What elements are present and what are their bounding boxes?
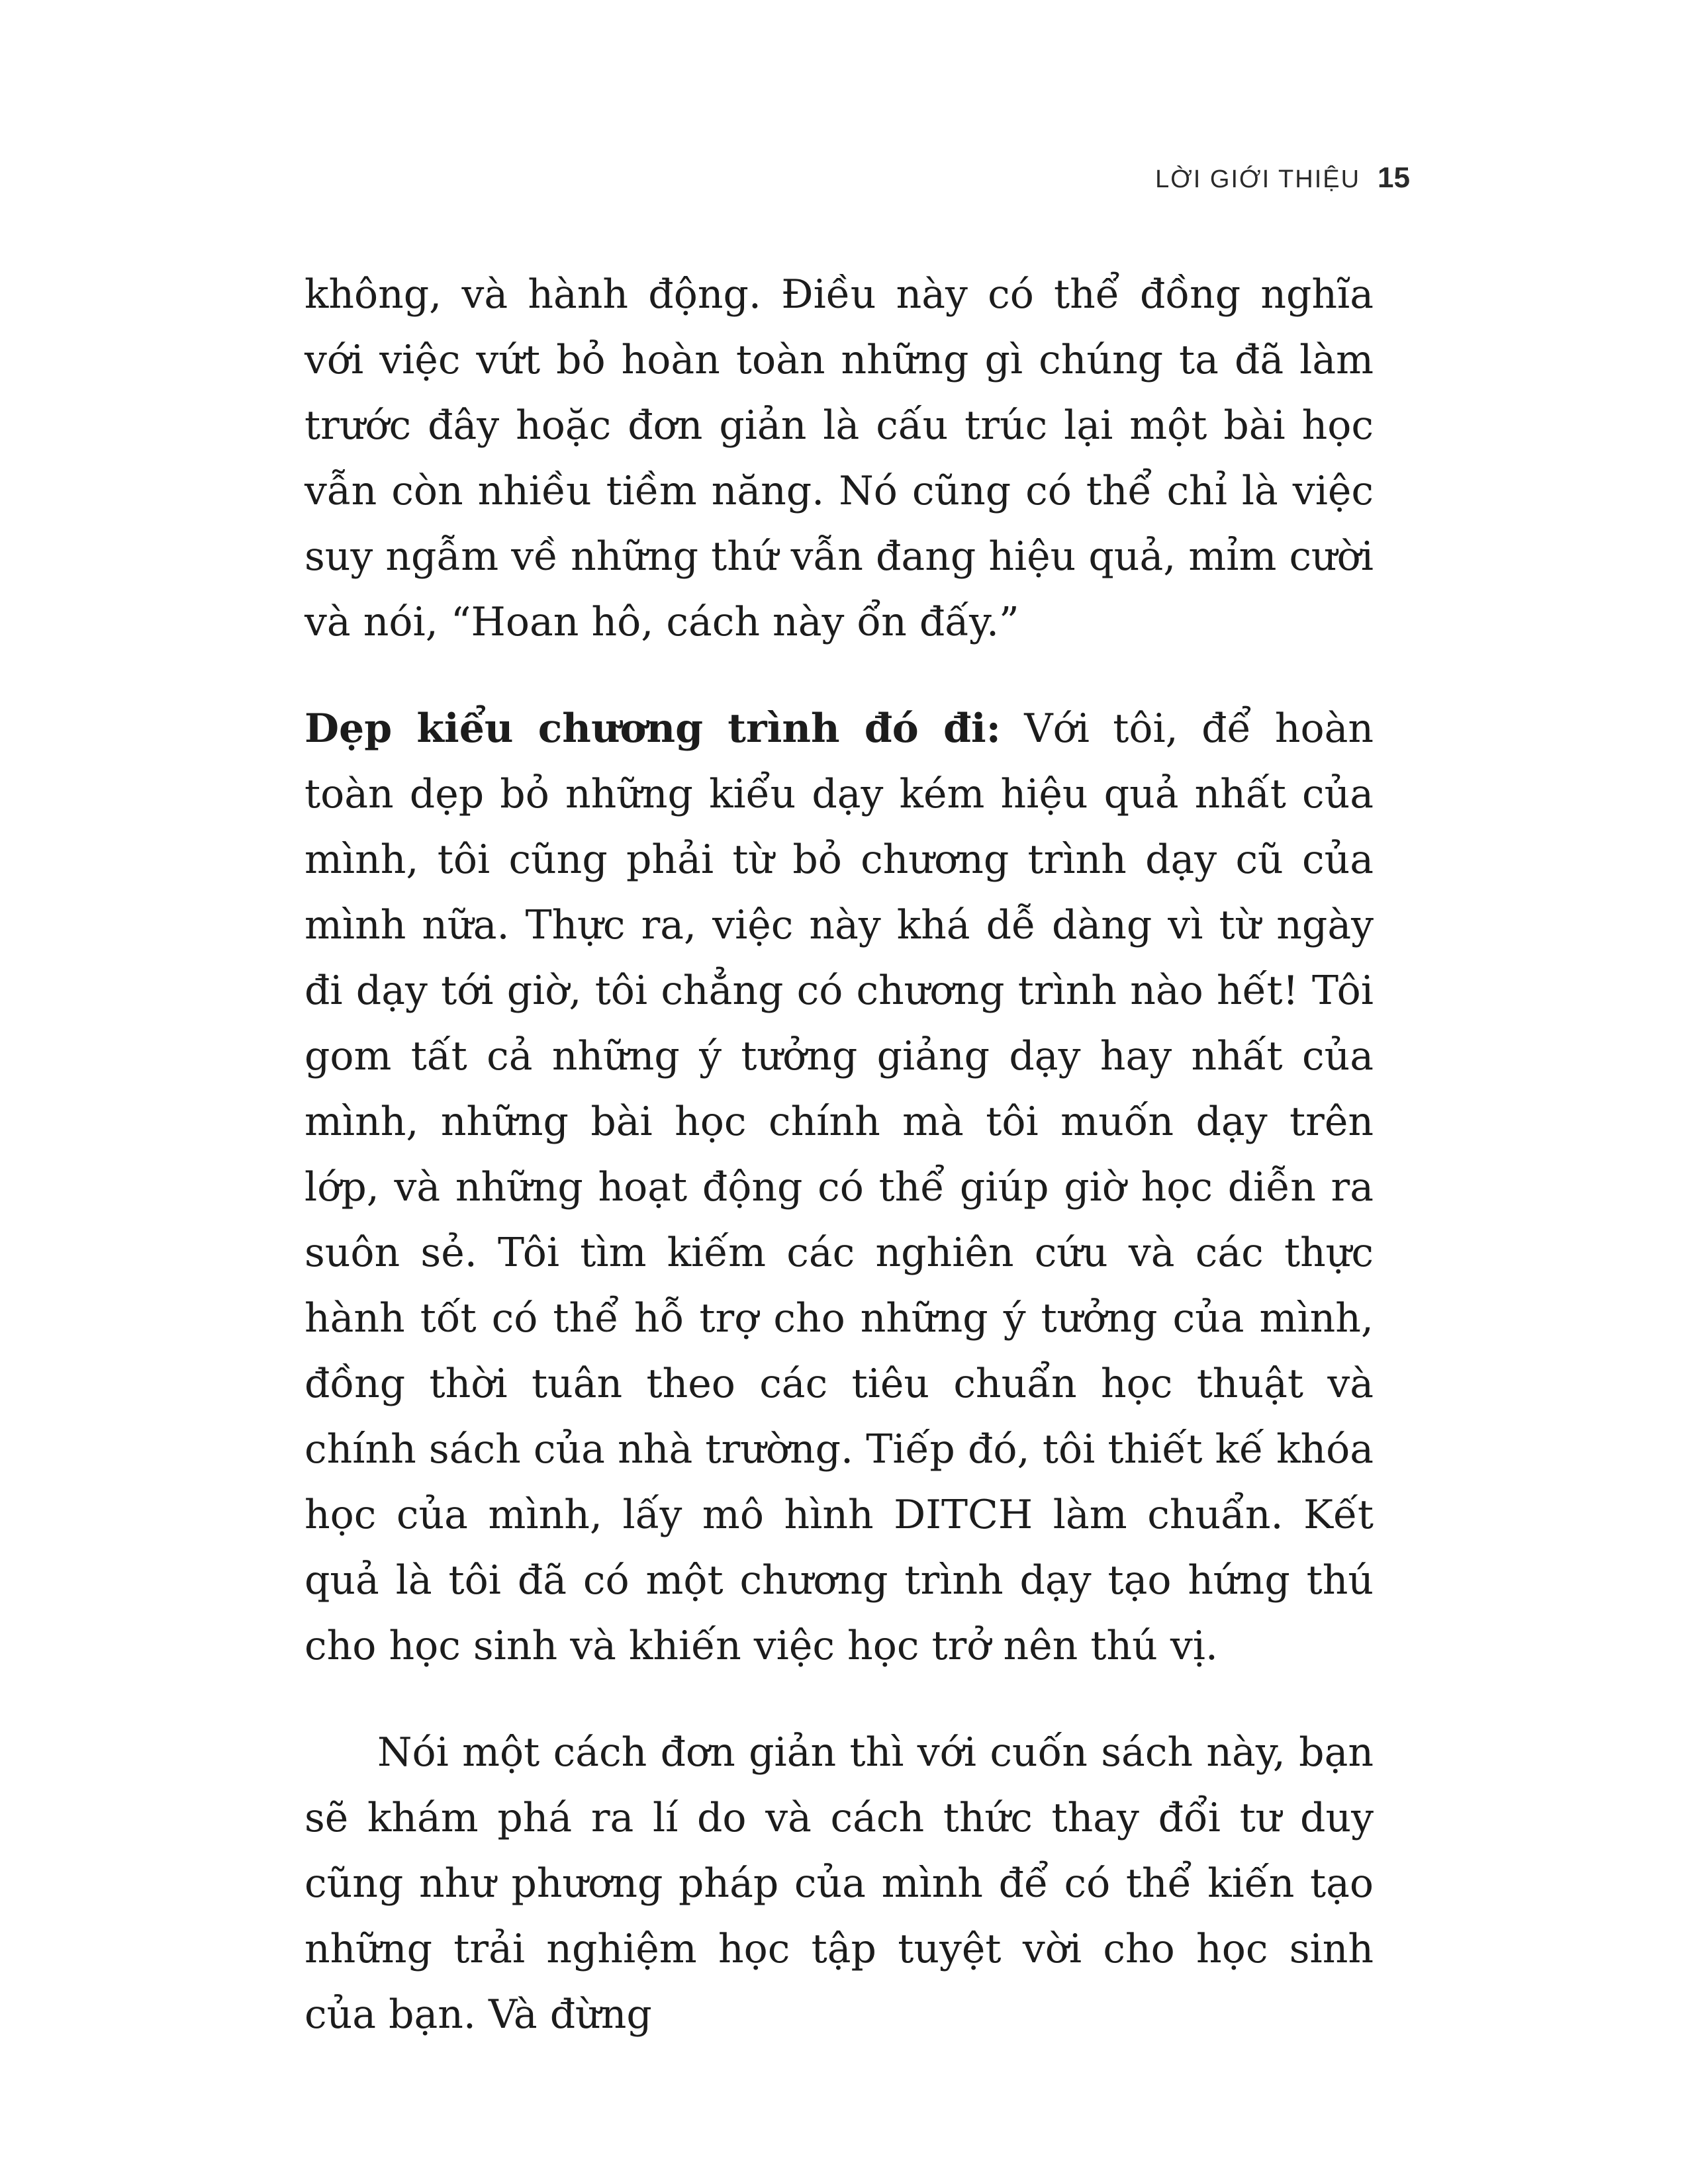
page-number: 15: [1378, 161, 1410, 194]
body-text: [305, 262, 1374, 2048]
running-header: [1155, 161, 1410, 195]
paragraph-2: [305, 696, 1374, 1679]
paragraph-3: Nói một cách đơn giản thì với cuốn sách này, bạn sẽ khám phá ra lí do và cách thức thay đổi tư duy cũng như phương pháp của mình để có thể kiến tạo những trải nghiệm học tập tuyệt vời cho học sinh của bạn. Và đừng: [305, 1729, 1374, 2038]
paragraph-1: không, và hành động. Điều này có thể đồng nghĩa với việc vứt bỏ hoàn toàn những gì chúng ta đã làm trước đây hoặc đơn giản là cấu trúc lại một bài học vẫn còn nhiều tiềm năng. Nó cũng có thể chỉ là việc suy ngẫm về những thứ vẫn đang hiệu quả, mỉm cười và nói, “Hoan hô, cách này ổn đấy.”: [305, 271, 1374, 645]
paragraph-2-heading: Dẹp kiểu chương trình đó đi:: [305, 705, 1001, 752]
section-title: LỜI GIỚI THIỆU: [1155, 165, 1361, 193]
paragraph-2-text: Với tôi, để hoàn toàn dẹp bỏ những kiểu dạy kém hiệu quả nhất của mình, tôi cũng phải từ bỏ chương trình dạy cũ của mình nữa. Thực ra, việc này khá dễ dàng vì từ ngày đi dạy tới giờ, tôi chẳng có chương trình nào hết! Tôi gom tất cả những ý tưởng giảng dạy hay nhất của mình, những bài học chính mà tôi muốn dạy trên lớp, và những hoạt động có thể giúp giờ học diễn ra suôn sẻ. Tôi tìm kiếm các nghiên cứu và các thực hành tốt có thể hỗ trợ cho những ý tưởng của mình, đồng thời tuân theo các tiêu chuẩn học thuật và chính sách của nhà trường. Tiếp đó, tôi thiết kế khóa học của mình, lấy mô hình DITCH làm chuẩn. Kết quả là tôi đã có một chương trình dạy tạo hứng thú cho học sinh và khiến việc học trở nên thú vị.: [305, 705, 1374, 1669]
